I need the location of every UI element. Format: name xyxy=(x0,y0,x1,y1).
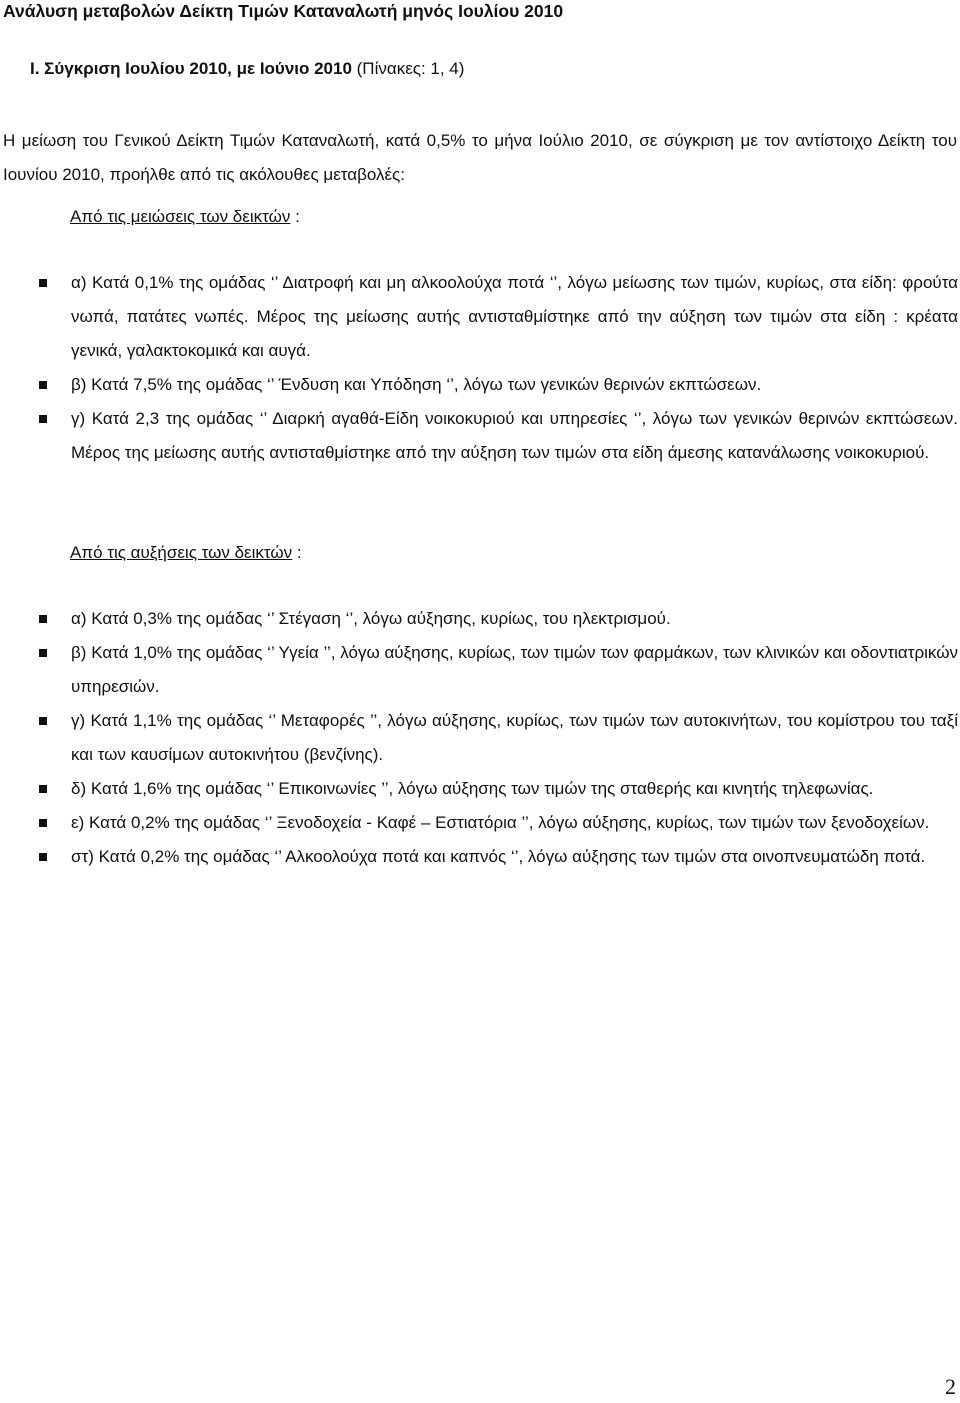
page-number: 2 xyxy=(945,1374,956,1399)
square-bullet-icon xyxy=(39,717,47,725)
list-item xyxy=(30,704,958,772)
list-item-text: γ) Κατά 2,3 της ομάδας ‘’ Διαρκή αγαθά-Είδη νοικοκυριού και υπηρεσίες ‘’, λόγω των γενικών θερινών εκπτώσεων. Μέρος της μείωσης αυτής αντισταθμίστηκε από την αύξηση των τιμών στα είδη άμεσης κατανάλωσης νοικοκυριού. xyxy=(71,409,958,462)
list-item xyxy=(30,772,958,806)
square-bullet-icon xyxy=(39,785,47,793)
square-bullet-icon xyxy=(39,649,47,657)
square-bullet-icon xyxy=(39,279,47,287)
decreases-heading-colon: : xyxy=(290,207,300,226)
list-item-text: α) Κατά 0,3% της ομάδας ‘’ Στέγαση ‘’, λόγω αύξησης, κυρίως, του ηλεκτρισμού. xyxy=(71,609,671,628)
intro-paragraph: Η μείωση του Γενικού Δείκτη Τιμών Καταναλωτή, κατά 0,5% το μήνα Ιούλιο 2010, σε σύγκριση με τον αντίστοιχο Δείκτη του Ιουνίου 2010, προήλθε από τις ακόλουθες μεταβολές: xyxy=(3,131,957,184)
document-title: Ανάλυση μεταβολών Δείκτη Τιμών Καταναλωτή μηνός Ιουλίου 2010 xyxy=(3,1,564,21)
list-item xyxy=(30,840,958,874)
list-item-text: β) Κατά 7,5% της ομάδας ‘’ Ένδυση και Υπόδηση ‘’, λόγω των γενικών θερινών εκπτώσεων. xyxy=(71,375,762,394)
decreases-heading xyxy=(70,206,300,228)
list-item-text: γ) Κατά 1,1% της ομάδας ‘’ Μεταφορές ’’, λόγω αύξησης, κυρίως, των τιμών των αυτοκινήτων, του κομίστρου του ταξί και των καυσίμων αυτοκινήτου (βενζίνης). xyxy=(71,711,958,764)
list-item xyxy=(30,636,958,704)
decreases-heading-text: Από τις μειώσεις των δεικτών xyxy=(70,207,291,226)
list-item-text: στ) Κατά 0,2% της ομάδας ‘’ Αλκοολούχα ποτά και καπνός ‘’, λόγω αύξησης των τιμών στα οινοπνευματώδη ποτά. xyxy=(71,847,926,866)
list-item xyxy=(30,402,958,470)
list-item-text: ε) Κατά 0,2% της ομάδας ‘’ Ξενοδοχεία - Καφέ – Εστιατόρια ’’, λόγω αύξησης, κυρίως, των τιμών των ξενοδοχείων. xyxy=(71,813,930,832)
decreases-list xyxy=(30,266,958,470)
list-item-text: δ) Κατά 1,6% της ομάδας ‘’ Επικοινωνίες ’’, λόγω αύξησης των τιμών της σταθερής και κινητής τηλεφωνίας. xyxy=(71,779,874,798)
increases-list xyxy=(30,602,958,874)
list-item-text: β) Κατά 1,0% της ομάδας ‘’ Υγεία ’’, λόγω αύξησης, κυρίως, των τιμών των φαρμάκων, των κλινικών και οδοντιατρικών υπηρεσιών. xyxy=(71,643,958,696)
section-heading-bold: Ι. Σύγκριση Ιουλίου 2010, με Ιούνιο 2010 xyxy=(30,59,352,78)
list-item xyxy=(30,266,958,368)
square-bullet-icon xyxy=(39,615,47,623)
square-bullet-icon xyxy=(39,853,47,861)
increases-heading-text: Από τις αυξήσεις των δεικτών xyxy=(70,543,293,562)
square-bullet-icon xyxy=(39,381,47,389)
list-item xyxy=(30,602,958,636)
list-item xyxy=(30,368,958,402)
square-bullet-icon xyxy=(39,819,47,827)
increases-heading-colon: : xyxy=(292,543,302,562)
increases-heading xyxy=(70,542,302,564)
section-heading-tables: (Πίνακες: 1, 4) xyxy=(351,59,465,78)
list-item-text: α) Κατά 0,1% της ομάδας ‘’ Διατροφή και μη αλκοολούχα ποτά ‘’, λόγω μείωσης των τιμών, κυρίως, στα είδη: φρούτα νωπά, πατάτες νωπές. Μέρος της μείωσης αυτής αντισταθμίστηκε από την αύξηση των τιμών στα είδη : κρέατα γενικά, γαλακτοκομικά και αυγά. xyxy=(71,273,958,360)
section-heading xyxy=(30,58,464,80)
square-bullet-icon xyxy=(39,415,47,423)
list-item xyxy=(30,806,958,840)
